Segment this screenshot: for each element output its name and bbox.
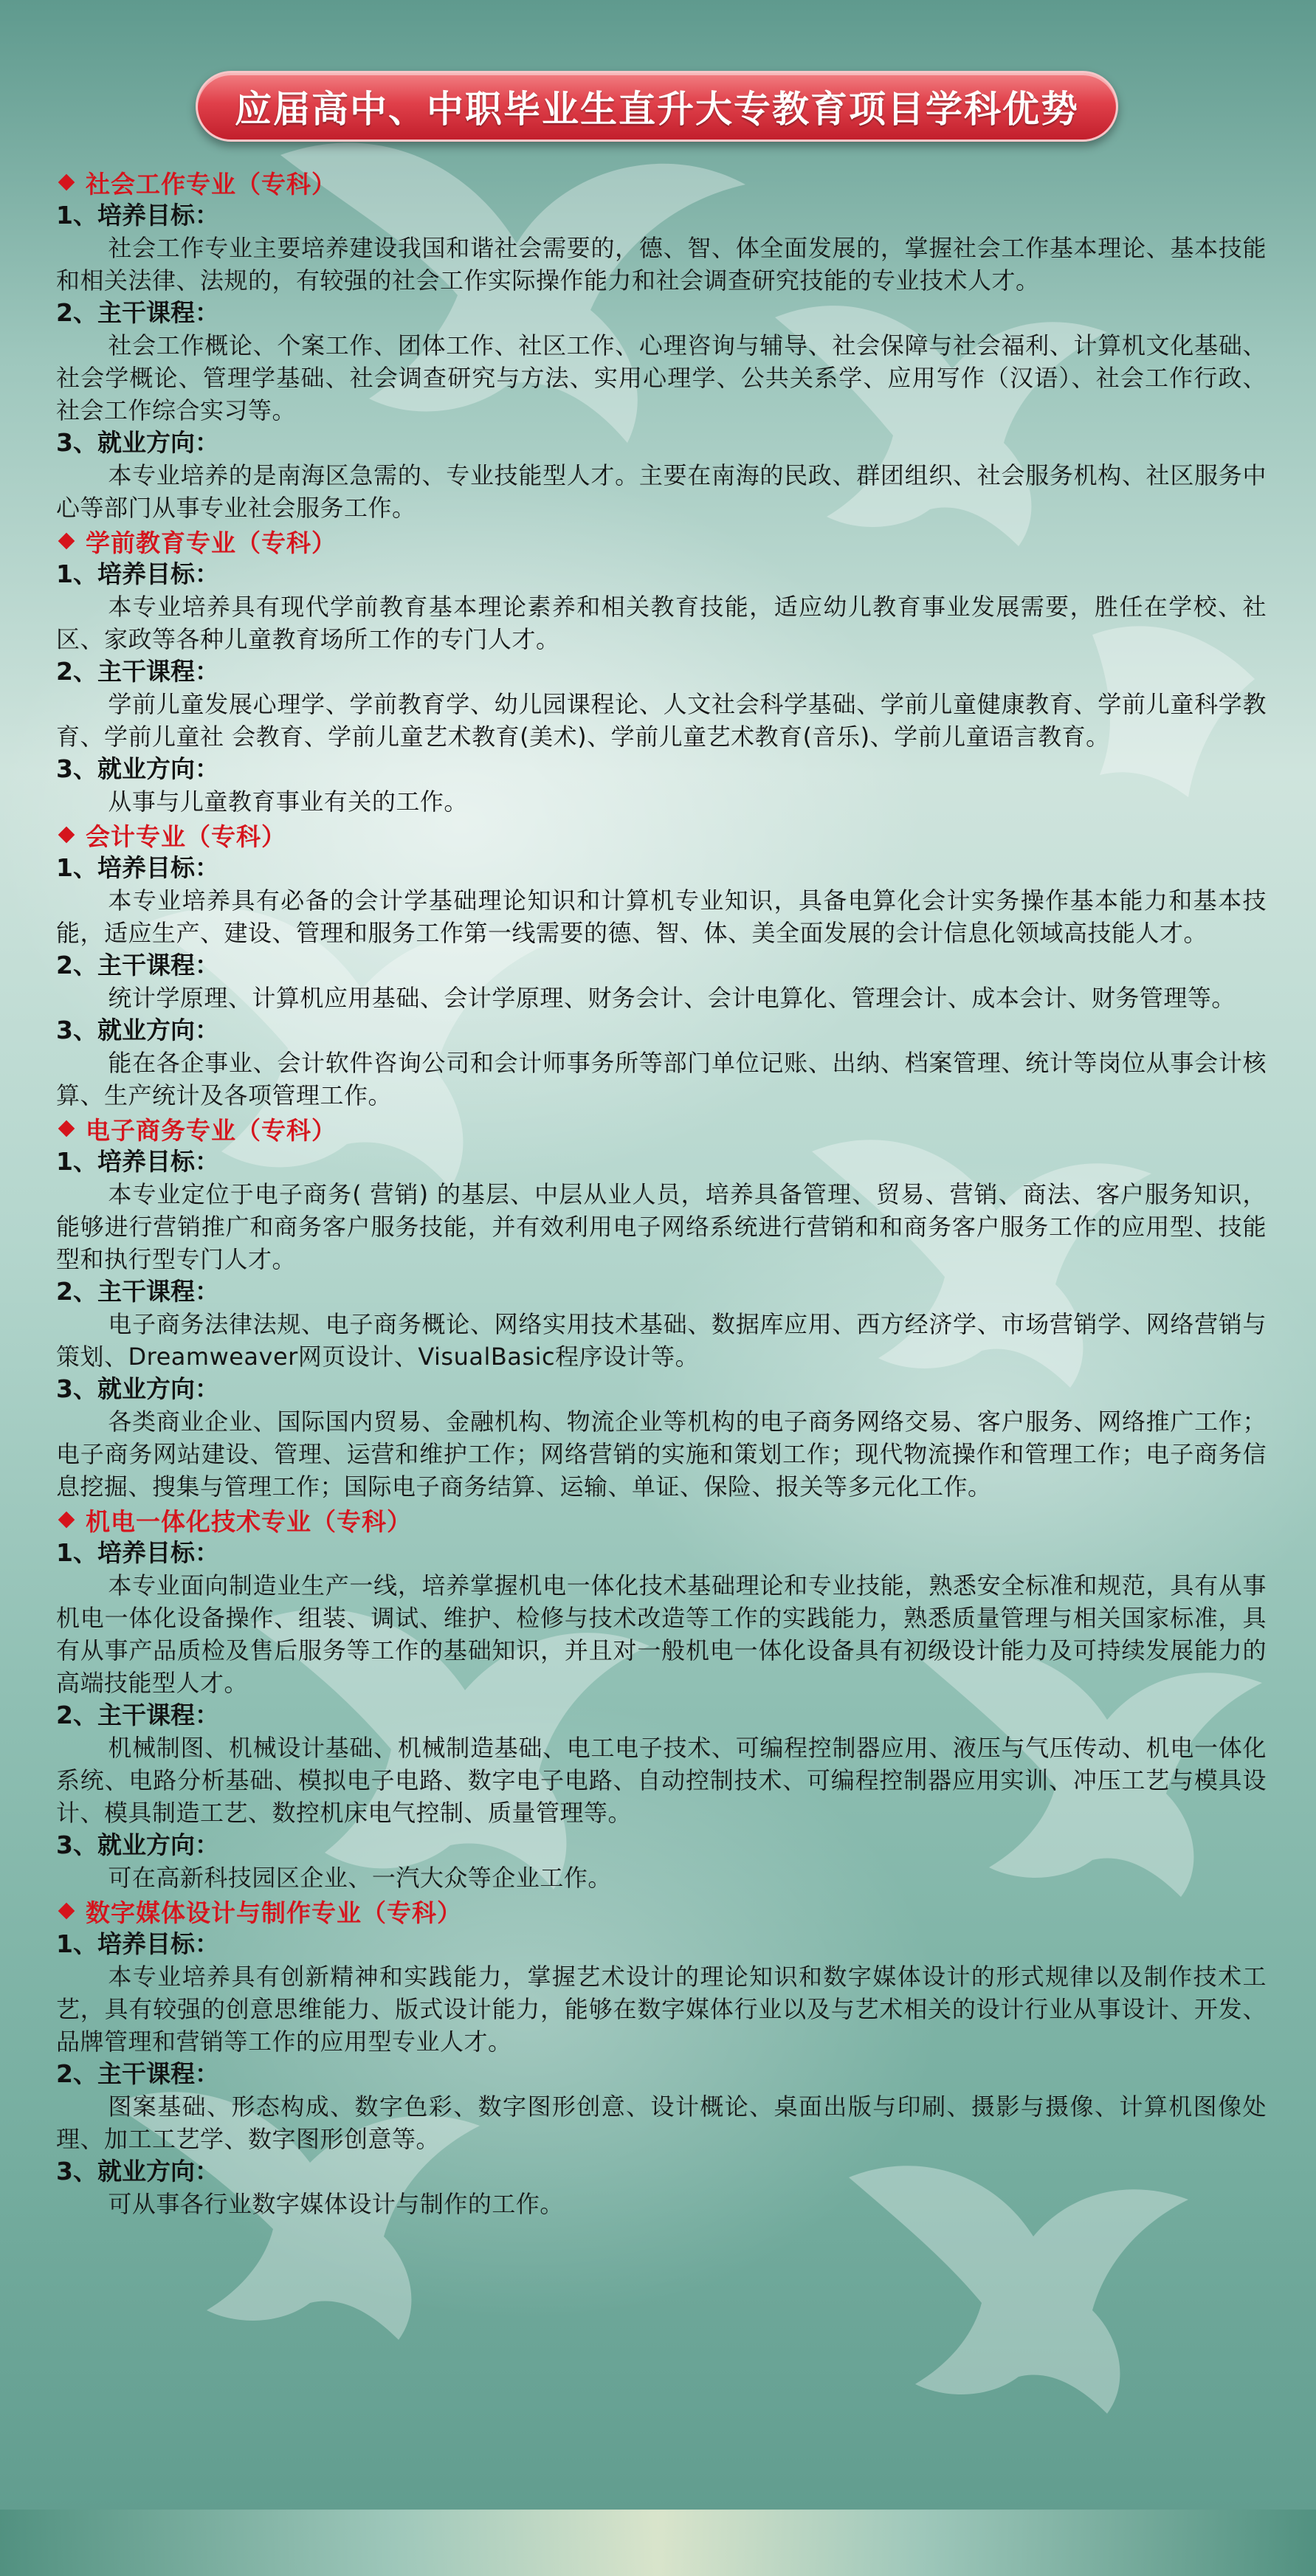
goal-label: 1、培养目标：: [56, 1538, 219, 1567]
major-heading: [56, 1112, 1267, 1146]
diamond-bullet-icon: [58, 1512, 75, 1529]
courses-text: 学前儿童发展心理学、学前教育学、幼儿园课程论、人文社会科学基础、学前儿童健康教育、学前儿童科学教育、学前儿童社 会教育、学前儿童艺术教育(美术)、学前儿童艺术教育(音乐)、学前儿童语言教育。: [56, 690, 1267, 751]
major-section: [56, 1894, 1267, 2220]
career-text: 可从事各行业数字媒体设计与制作的工作。: [108, 2190, 564, 2218]
goal-text: 本专业面向制造业生产一线，培养掌握机电一体化技术基础理论和专业技能，熟悉安全标准和规范，具有从事机电一体化设备操作、组装、调试、维护、检修与技术改造等工作的实践能力，熟悉质量管理与相关国家标准，具有从事产品质检及售后服务等工作的基础知识，并且对一般机电一体化设备具有初级设计能力及可持续发展能力的高端技能型人才。: [56, 1571, 1267, 1697]
major-title: 学前教育专业（专科）: [86, 528, 337, 557]
diamond-bullet-icon: [58, 1120, 75, 1137]
courses-label: 2、主干课程：: [56, 1701, 219, 1729]
goal-text: 本专业定位于电子商务( 营销) 的基层、中层从业人员，培养具备管理、贸易、营销、商法、客户服务知识，能够进行营销推广和商务客户服务技能，并有效利用电子网络系统进行营销和和商务客户服务工作的应用型、技能型和执行型专门人才。: [56, 1180, 1267, 1273]
major-section: [56, 1503, 1267, 1894]
goal-label: 1、培养目标：: [56, 853, 219, 882]
courses-text: 社会工作概论、个案工作、团体工作、社区工作、心理咨询与辅导、社会保障与社会福利、计算机文化基础、社会学概论、管理学基础、社会调查研究与方法、实用心理学、公共关系学、应用写作（汉语）、社会工作行政、社会工作综合实习等。: [56, 331, 1267, 424]
goal-text: 本专业培养具有现代学前教育基本理论素养和相关教育技能，适应幼儿教育事业发展需要，胜任在学校、社区、家政等各种儿童教育场所工作的专门人才。: [56, 593, 1267, 653]
goal-text: 社会工作专业主要培养建设我国和谐社会需要的，德、智、体全面发展的，掌握社会工作基本理论、基本技能和相关法律、法规的，有较强的社会工作实际操作能力和社会调查研究技能的专业技术人才。: [56, 234, 1267, 295]
majors-list: [56, 165, 1267, 2220]
title-banner: [196, 71, 1118, 142]
diamond-bullet-icon: [58, 533, 75, 550]
diamond-bullet-icon: [58, 174, 75, 191]
courses-text: 机械制图、机械设计基础、机械制造基础、电工电子技术、可编程控制器应用、液压与气压传动、机电一体化系统、电路分析基础、模拟电子电路、数字电子电路、自动控制技术、可编程控制器应用实训、冲压工艺与模具设计、模具制造工艺、数控机床电气控制、质量管理等。: [56, 1734, 1267, 1827]
career-label: 3、就业方向：: [56, 1831, 219, 1859]
major-heading: [56, 1894, 1267, 1928]
major-section: [56, 165, 1267, 524]
courses-label: 2、主干课程：: [56, 2059, 219, 2088]
career-text: 从事与儿童教育事业有关的工作。: [108, 788, 468, 816]
major-title: 会计专业（专科）: [86, 822, 286, 851]
career-label: 3、就业方向：: [56, 1374, 219, 1403]
career-label: 3、就业方向：: [56, 2157, 219, 2186]
courses-label: 2、主干课程：: [56, 657, 219, 686]
major-heading: [56, 818, 1267, 852]
goal-text: 本专业培养具有创新精神和实践能力，掌握艺术设计的理论知识和数字媒体设计的形式规律以及制作技术工艺，具有较强的创意思维能力、版式设计能力，能够在数字媒体行业以及与艺术相关的设计行业从事设计、开发、品牌管理和营销等工作的应用型专业人才。: [56, 1963, 1267, 2056]
major-section: [56, 524, 1267, 818]
diamond-bullet-icon: [58, 827, 75, 844]
major-title: 数字媒体设计与制作专业（专科）: [86, 1898, 462, 1927]
page-title: 应届高中、中职毕业生直升大专教育项目学科优势: [235, 87, 1079, 131]
goal-label: 1、培养目标：: [56, 559, 219, 588]
major-title: 电子商务专业（专科）: [86, 1115, 337, 1145]
goal-label: 1、培养目标：: [56, 1147, 219, 1176]
courses-label: 2、主干课程：: [56, 1277, 219, 1306]
career-text: 能在各企事业、会计软件咨询公司和会计师事务所等部门单位记账、出纳、档案管理、统计等岗位从事会计核算、生产统计及各项管理工作。: [56, 1049, 1267, 1109]
major-section: [56, 818, 1267, 1112]
bottom-decorative-band: [0, 2510, 1316, 2576]
goal-label: 1、培养目标：: [56, 201, 219, 230]
major-heading: [56, 165, 1267, 199]
courses-label: 2、主干课程：: [56, 951, 219, 979]
courses-text: 图案基础、形态构成、数字色彩、数字图形创意、设计概论、桌面出版与印刷、摄影与摄像、计算机图像处理、加工工艺学、数字图形创意等。: [56, 2093, 1267, 2153]
major-title: 机电一体化技术专业（专科）: [86, 1506, 412, 1536]
courses-text: 统计学原理、计算机应用基础、会计学原理、财务会计、会计电算化、管理会计、成本会计、财务管理等。: [108, 984, 1236, 1012]
career-text: 本专业培养的是南海区急需的、专业技能型人才。主要在南海的民政、群团组织、社会服务机构、社区服务中心等部门从事专业社会服务工作。: [56, 461, 1267, 522]
goal-label: 1、培养目标：: [56, 1929, 219, 1958]
major-heading: [56, 1503, 1267, 1537]
career-label: 3、就业方向：: [56, 428, 219, 457]
career-text: 可在高新科技园区企业、一汽大众等企业工作。: [108, 1864, 612, 1892]
courses-label: 2、主干课程：: [56, 298, 219, 327]
major-heading: [56, 524, 1267, 558]
career-text: 各类商业企业、国际国内贸易、金融机构、物流企业等机构的电子商务网络交易、客户服务、网络推广工作；电子商务网站建设、管理、运营和维护工作；网络营销的实施和策划工作；现代物流操作和管理工作；电子商务信息挖掘、搜集与管理工作；国际电子商务结算、运输、单证、保险、报关等多元化工作。: [56, 1408, 1267, 1501]
goal-text: 本专业培养具有必备的会计学基础理论知识和计算机专业知识，具备电算化会计实务操作基本能力和基本技能，适应生产、建设、管理和服务工作第一线需要的德、智、体、美全面发展的会计信息化领域高技能人才。: [56, 886, 1267, 947]
career-label: 3、就业方向：: [56, 754, 219, 783]
career-label: 3、就业方向：: [56, 1016, 219, 1044]
diamond-bullet-icon: [58, 1903, 75, 1920]
major-title: 社会工作专业（专科）: [86, 169, 337, 199]
major-section: [56, 1112, 1267, 1503]
courses-text: 电子商务法律法规、电子商务概论、网络实用技术基础、数据库应用、西方经济学、市场营销学、网络营销与策划、Dreamweaver网页设计、VisualBasic程序设计等。: [56, 1310, 1267, 1371]
